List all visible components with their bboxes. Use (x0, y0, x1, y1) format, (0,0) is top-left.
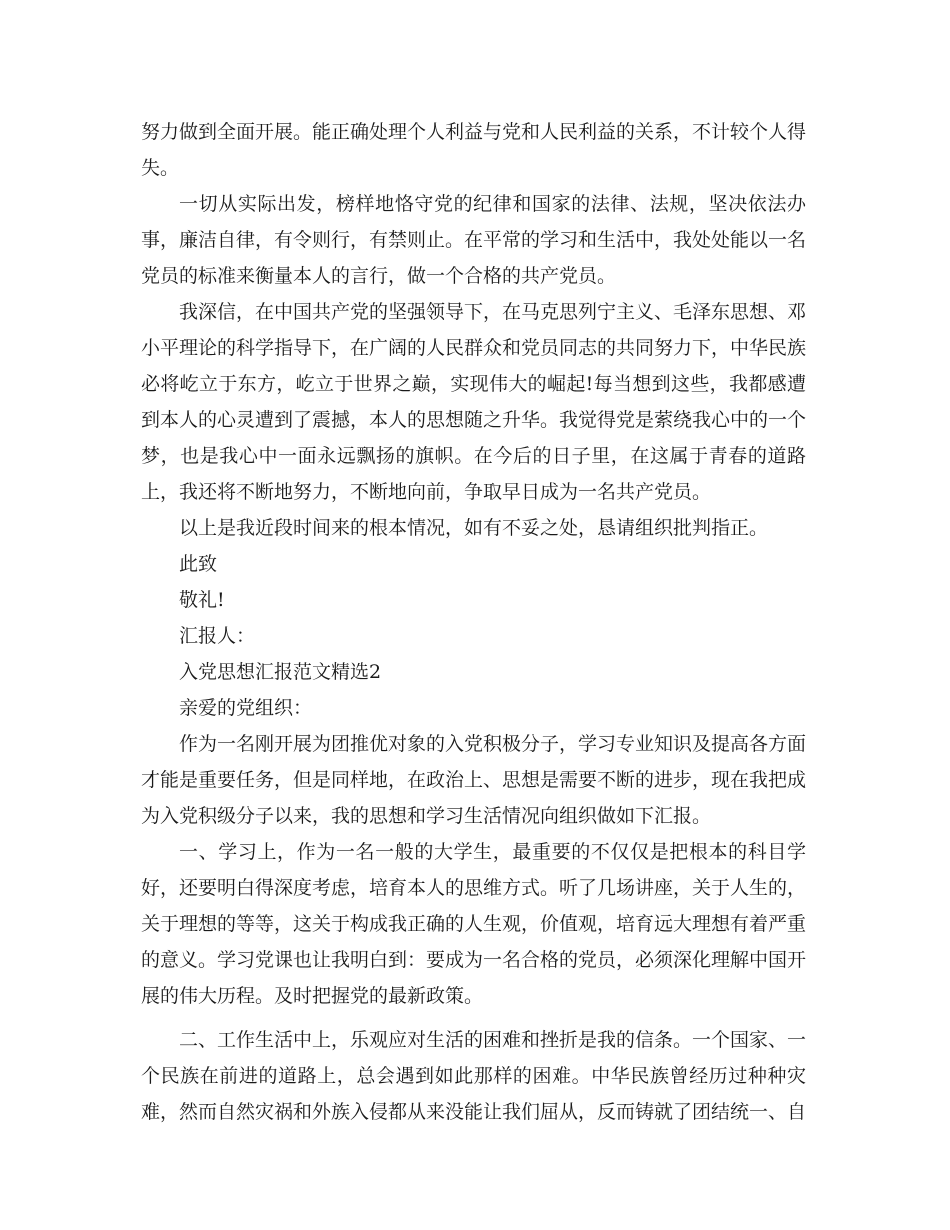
paragraph-belief: 我深信，在中国共产党的坚强领导下，在马克思列宁主义、毛泽东思想、邓小平理论的科学指导下，在广阔的人民群众和党员同志的共同努力下，中华民族必将屹立于东方，屹立于世界之巅，实现伟大的崛起!每当想到这些，我都感遭到本人的心灵遭到了震撼，本人的思想随之升华。我觉得党是萦绕我心中的一个梦，也是我心中一面永远飘扬的旗帜。在今后的日子里，在这属于青春的道路上，我还将不断地努力，不断地向前，争取早日成为一名共产党员。 (141, 301, 807, 503)
paragraph-work-life: 二、工作生活中上，乐观应对生活的困难和挫折是我的信条。一个国家、一个民族在前进的道路上，总会遇到如此那样的困难。中华民族曾经历过种种灾难，然而自然灾祸和外族入侵都从来没能让我们屈从，反而铸就了团结统一、自 (141, 1029, 807, 1123)
paragraph-discipline: 一切从实际出发，榜样地恪守党的纪律和国家的法律、法规，坚决依法办事，廉洁自律，有令则行，有禁则止。在平常的学习和生活中，我处处能以一名党员的标准来衡量本人的言行，做一个合格的共产党员。 (141, 193, 807, 287)
salutation-jingli: 敬礼! (179, 589, 225, 611)
paragraph-closing-statement: 以上是我近段时间来的根本情况，如有不妥之处，恳请组织批判指正。 (179, 517, 769, 539)
section-title: 入党思想汇报范文精选2 (179, 661, 382, 683)
reporter-label: 汇报人： (179, 625, 256, 647)
paragraph-continuation: 努力做到全面开展。能正确处理个人利益与党和人民利益的关系，不计较个人得失。 (141, 121, 807, 179)
paragraph-intro: 作为一名刚开展为团推优对象的入党积极分子，学习专业知识及提高各方面才能是重要任务，但是同样地，在政治上、思想是需要不断的进步，现在我把成为入党积级分子以来，我的思想和学习生活情况向组织做如下汇报。 (141, 733, 807, 827)
document-body (141, 114, 806, 1130)
paragraph-study: 一、学习上，作为一名一般的大学生，最重要的不仅仅是把根本的科目学好，还要明白得深度考虑，培育本人的思维方式。听了几场讲座，关于人生的，关于理想的等等，这关于构成我正确的人生观，价值观，培育远大理想有着严重的意义。学习党课也让我明白到：要成为一名合格的党员，必须深化理解中国开展的伟大历程。及时把握党的最新政策。 (141, 841, 807, 1007)
greeting: 亲爱的党组织： (179, 697, 313, 719)
salutation-cizhi: 此致 (179, 553, 218, 575)
